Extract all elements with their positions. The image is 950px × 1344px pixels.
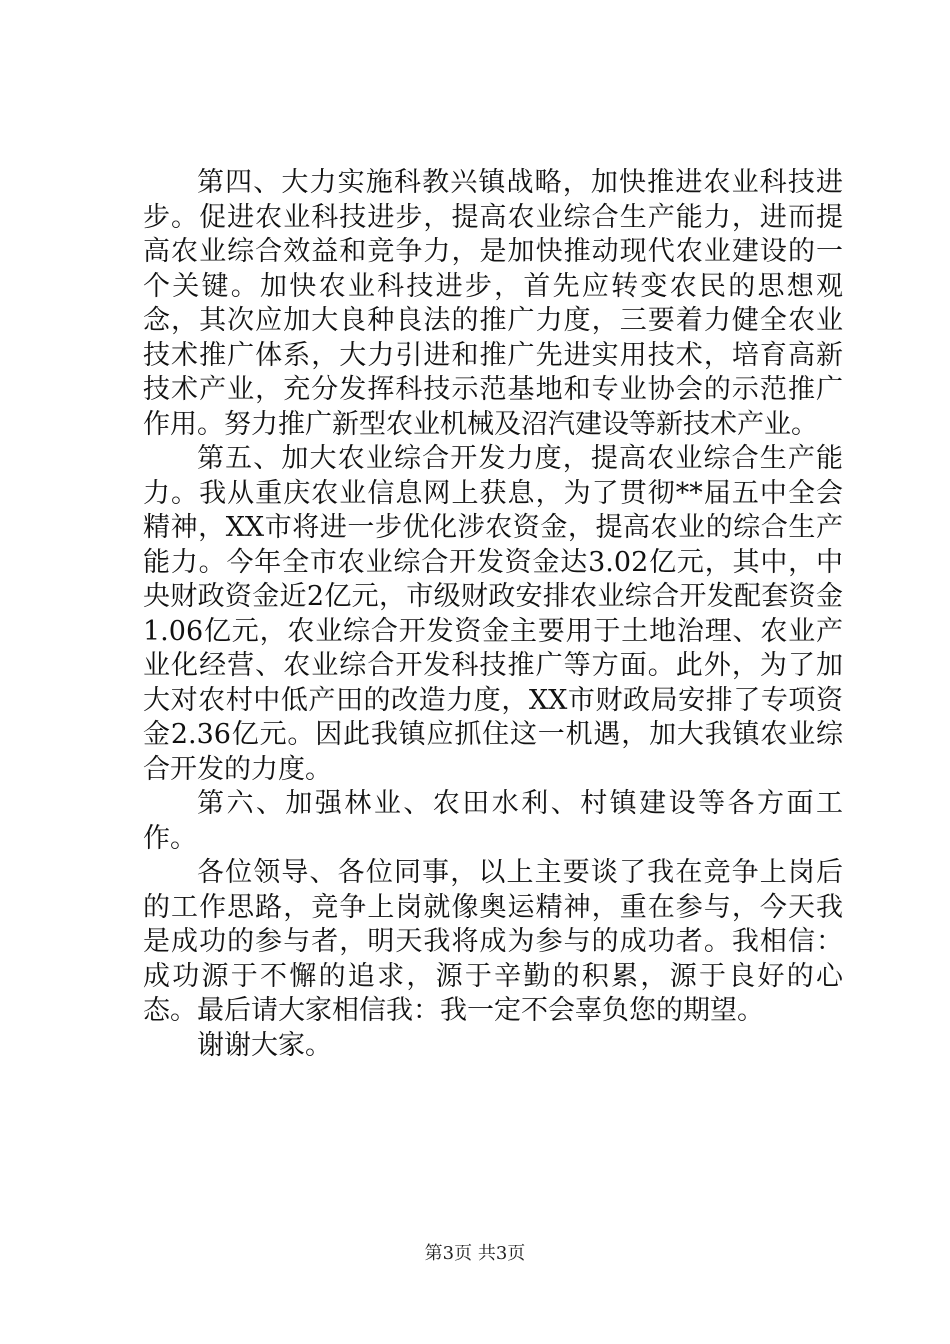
paragraph-agri-tech: 第四、大力实施科教兴镇战略，加快推进农业科技进步。促进农业科技进步，提高农业综合生产能力，进而提高农业综合效益和竞争力，是加快推动现代农业建设的一个关键。加快农业科技进步，首先应转变农民的思想观念，其次应加大良种良法的推广力度，三要着力健全农业技术推广体系，大力引进和推广先进实用技术，培育高新技术产业，充分发挥科技示范基地和专业协会的示范推广作用。努力推广新型农业机械及沼汽建设等新技术产业。: [143, 167, 843, 440]
page-number: 第3页 共3页: [424, 1243, 526, 1264]
paragraph-thanks: 谢谢大家。: [197, 1029, 332, 1061]
paragraph-agri-development: 第五、加大农业综合开发力度，提高农业综合生产能力。我从重庆农业信息网上获息，为了贯彻**届五中全会精神，XX市将进一步优化涉农资金，提高农业的综合生产能力。今年全市农业综合开发资金达3.02亿元，其中，中央财政资金近2亿元，市级财政安排农业综合开发配套资金1.06亿元，农业综合开发资金主要用于土地治理、农业产业化经营、农业综合开发科技推广等方面。此外，为了加大对农村中低产田的改造力度，XX市财政局安排了专项资金2.36亿元。因此我镇应抓住这一机遇，加大我镇农业综合开发的力度。: [143, 443, 843, 785]
document-body: [143, 166, 843, 1063]
paragraph-forestry-water: 第六、加强林业、农田水利、村镇建设等各方面工作。: [143, 788, 843, 854]
paragraph-closing-remarks: 各位领导、各位同事，以上主要谈了我在竞争上岗后的工作思路，竞争上岗就像奥运精神，重在参与，今天我是成功的参与者，明天我将成为参与的成功者。我相信：成功源于不懈的追求，源于辛勤的积累，源于良好的心态。最后请大家相信我：我一定不会辜负您的期望。: [143, 857, 843, 1026]
